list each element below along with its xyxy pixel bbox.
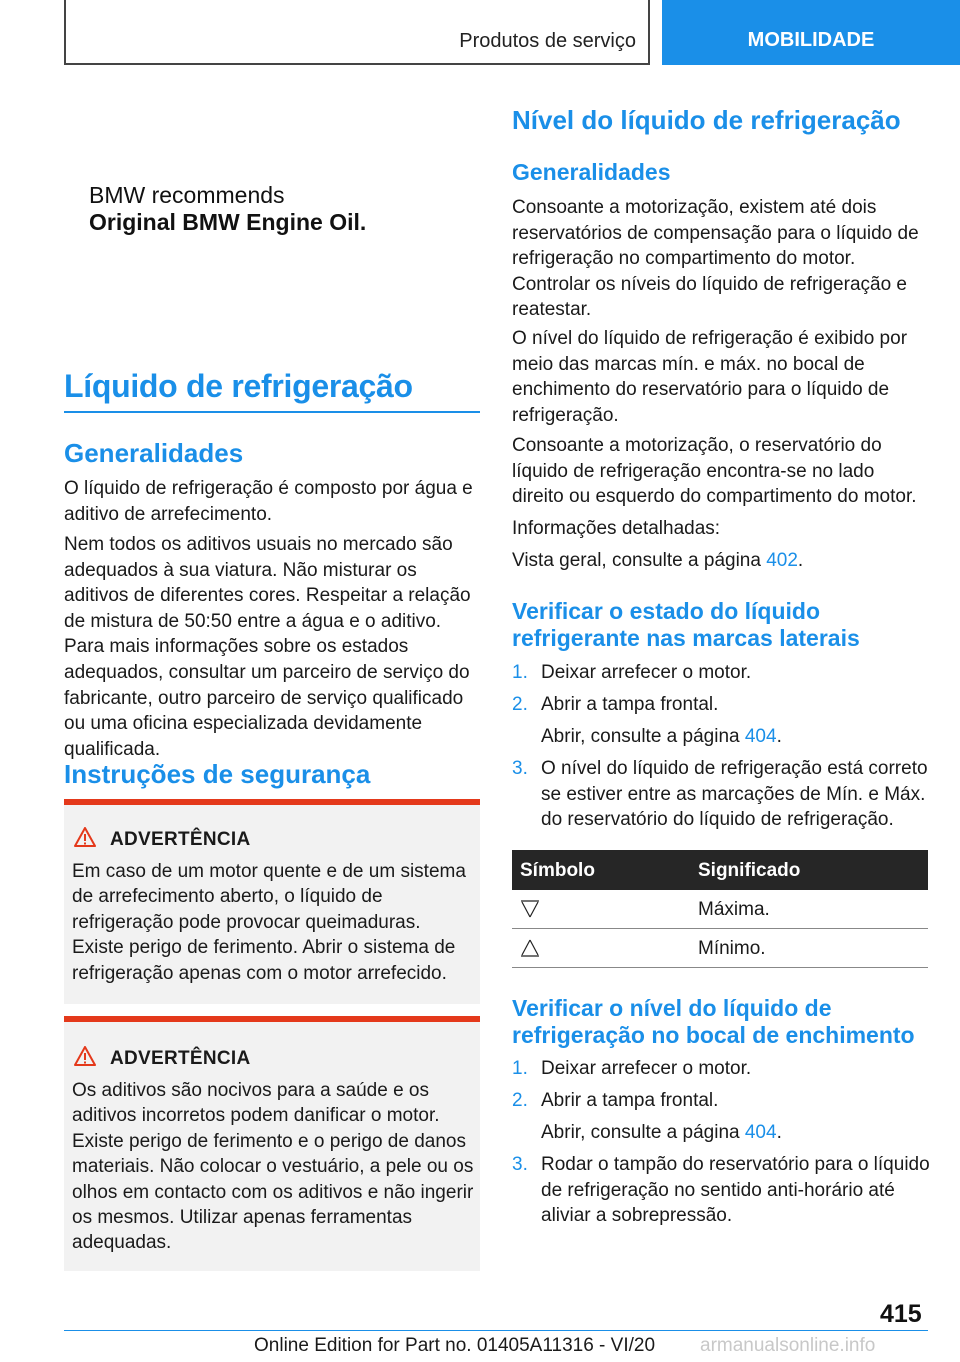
warning-triangle-icon <box>74 827 96 847</box>
ref-text: Vista geral, consulte a página <box>512 550 767 571</box>
ref-text: Abrir, consulte a página <box>541 1122 745 1143</box>
warning-1-body: Em caso de um motor quente e de um sistema de arrefecimento aberto, o líquido de refrigeração pode provocar queimaduras. Existe perigo de ferimento. Abrir o sistema de refrigeração apenas com o motor arrefecido. <box>72 861 466 984</box>
right-section-title: Nível do líquido de refrigeração <box>512 105 901 135</box>
ref-text: Abrir, consulte a página <box>541 726 745 747</box>
page-link-402[interactable]: 402 <box>766 550 798 571</box>
table-row <box>512 929 928 968</box>
left-page-title: Líquido de refrigeração <box>64 368 413 404</box>
sec2-heading: Verificar o nível do líquido de refrigeração no bocal de enchimento <box>512 995 915 1048</box>
warning-1-title: ADVERTÊNCIA <box>110 829 251 850</box>
step-number: 2. <box>512 694 528 715</box>
table-header-meaning: Significado <box>698 860 801 881</box>
table-header <box>512 850 928 890</box>
left-generalidades-heading: Generalidades <box>64 438 244 468</box>
footer-watermark: armanualsonline.info <box>700 1335 876 1356</box>
symbol-table <box>512 850 928 968</box>
footer-edition: Online Edition for Part no. 01405A11316 - VI/20 <box>254 1335 656 1356</box>
ref-end: . <box>776 726 782 747</box>
warning-triangle-icon <box>74 1046 96 1066</box>
sec1-heading: Verificar o estado do líquido refrigerante nas marcas laterais <box>512 598 860 651</box>
step-subtext <box>541 724 931 750</box>
right-generalidades-heading: Generalidades <box>512 159 671 185</box>
warning-2-body: Os aditivos são nocivos para a saúde e os aditivos incorretos podem danificar o motor. Existe perigo de ferimento e o perigo de danos materiais. Não colocar o vestuário, a pele ou os olhos em contacto com os aditivos e não ingerir os mesmos. Utilizar apenas ferramentas adequadas. <box>72 1080 474 1254</box>
safety-heading: Instruções de segurança <box>64 759 371 789</box>
step-text: Deixar arrefecer o motor. <box>541 1058 752 1079</box>
ref-end: . <box>776 1122 782 1143</box>
step-number: 1. <box>512 1058 528 1079</box>
footer-rule <box>64 1330 928 1331</box>
page-number: 415 <box>880 1300 922 1328</box>
table-row <box>512 890 928 929</box>
left-gen-paragraph-2: Nem todos os aditivos usuais no mercado são adequados à sua viatura. Não misturar os aditivos de diferentes cores. Respeitar a relação de mistura de 50:50 entre a água e o aditivo. Para mais informações sobre os estados adequados, consultar um parceiro de serviço do fabricante, outro parceiro de serviço qualificado ou uma oficina especializada devidamente qualificada. <box>64 534 471 760</box>
ad-line-1: BMW recommends <box>89 182 285 208</box>
step-text: Rodar o tampão do reservatório para o líquido de refrigeração no sentido anti-horário até aliviar a sobrepressão. <box>541 1154 930 1227</box>
right-paragraph-5 <box>512 548 930 574</box>
header-tab-mobilidade[interactable]: MOBILIDADE <box>662 0 960 65</box>
min-mark-icon <box>521 938 539 958</box>
step-text: Abrir a tampa frontal. <box>541 1090 719 1111</box>
warning-2-title: ADVERTÊNCIA <box>110 1048 251 1069</box>
header-section-title: Produtos de serviço <box>459 30 636 52</box>
step-number: 3. <box>512 1154 528 1175</box>
page-link-404[interactable]: 404 <box>744 1122 777 1143</box>
right-paragraph-1: Consoante a motorização, existem até dois reservatórios de compensação para o líquido de refrigeração no compartimento do motor. Controlar os níveis do líquido de refrigeração e reatestar. <box>512 197 919 321</box>
ref-end: . <box>797 550 804 571</box>
table-header-symbol: Símbolo <box>520 860 595 881</box>
ad-line-2: Original BMW Engine Oil. <box>89 209 367 235</box>
step-number: 1. <box>512 662 528 683</box>
left-gen-paragraph-1: O líquido de refrigeração é composto por água e aditivo de arrefecimento. <box>64 478 473 525</box>
step-number: 3. <box>512 758 528 779</box>
title-rule <box>64 411 480 413</box>
page-link-404[interactable]: 404 <box>744 726 777 747</box>
right-paragraph-2: O nível do líquido de refrigeração é exibido por meio das marcas mín. e máx. no bocal de enchimento do reservatório para o líquido de refrigeração. <box>512 328 908 426</box>
right-paragraph-3: Consoante a motorização, o reservatório do líquido de refrigeração encontra-se no lado direito ou esquerdo do compartimento do motor. <box>512 435 917 508</box>
step-subtext <box>541 1120 931 1146</box>
right-paragraph-4: Informações detalhadas: <box>512 518 721 539</box>
warning-box-2 <box>64 1016 480 1271</box>
step-text: Abrir a tampa frontal. <box>541 694 719 715</box>
step-number: 2. <box>512 1090 528 1111</box>
max-mark-icon <box>521 899 539 919</box>
warning-box-1 <box>64 799 480 1004</box>
step-text: O nível do líquido de refrigeração está correto se estiver entre as marcações de Mín. e Máx. do reservatório do líquido de refrigeração. <box>541 758 928 831</box>
step-text: Deixar arrefecer o motor. <box>541 662 752 683</box>
table-cell-meaning: Mínimo. <box>698 938 766 959</box>
table-cell-meaning: Máxima. <box>698 899 770 920</box>
